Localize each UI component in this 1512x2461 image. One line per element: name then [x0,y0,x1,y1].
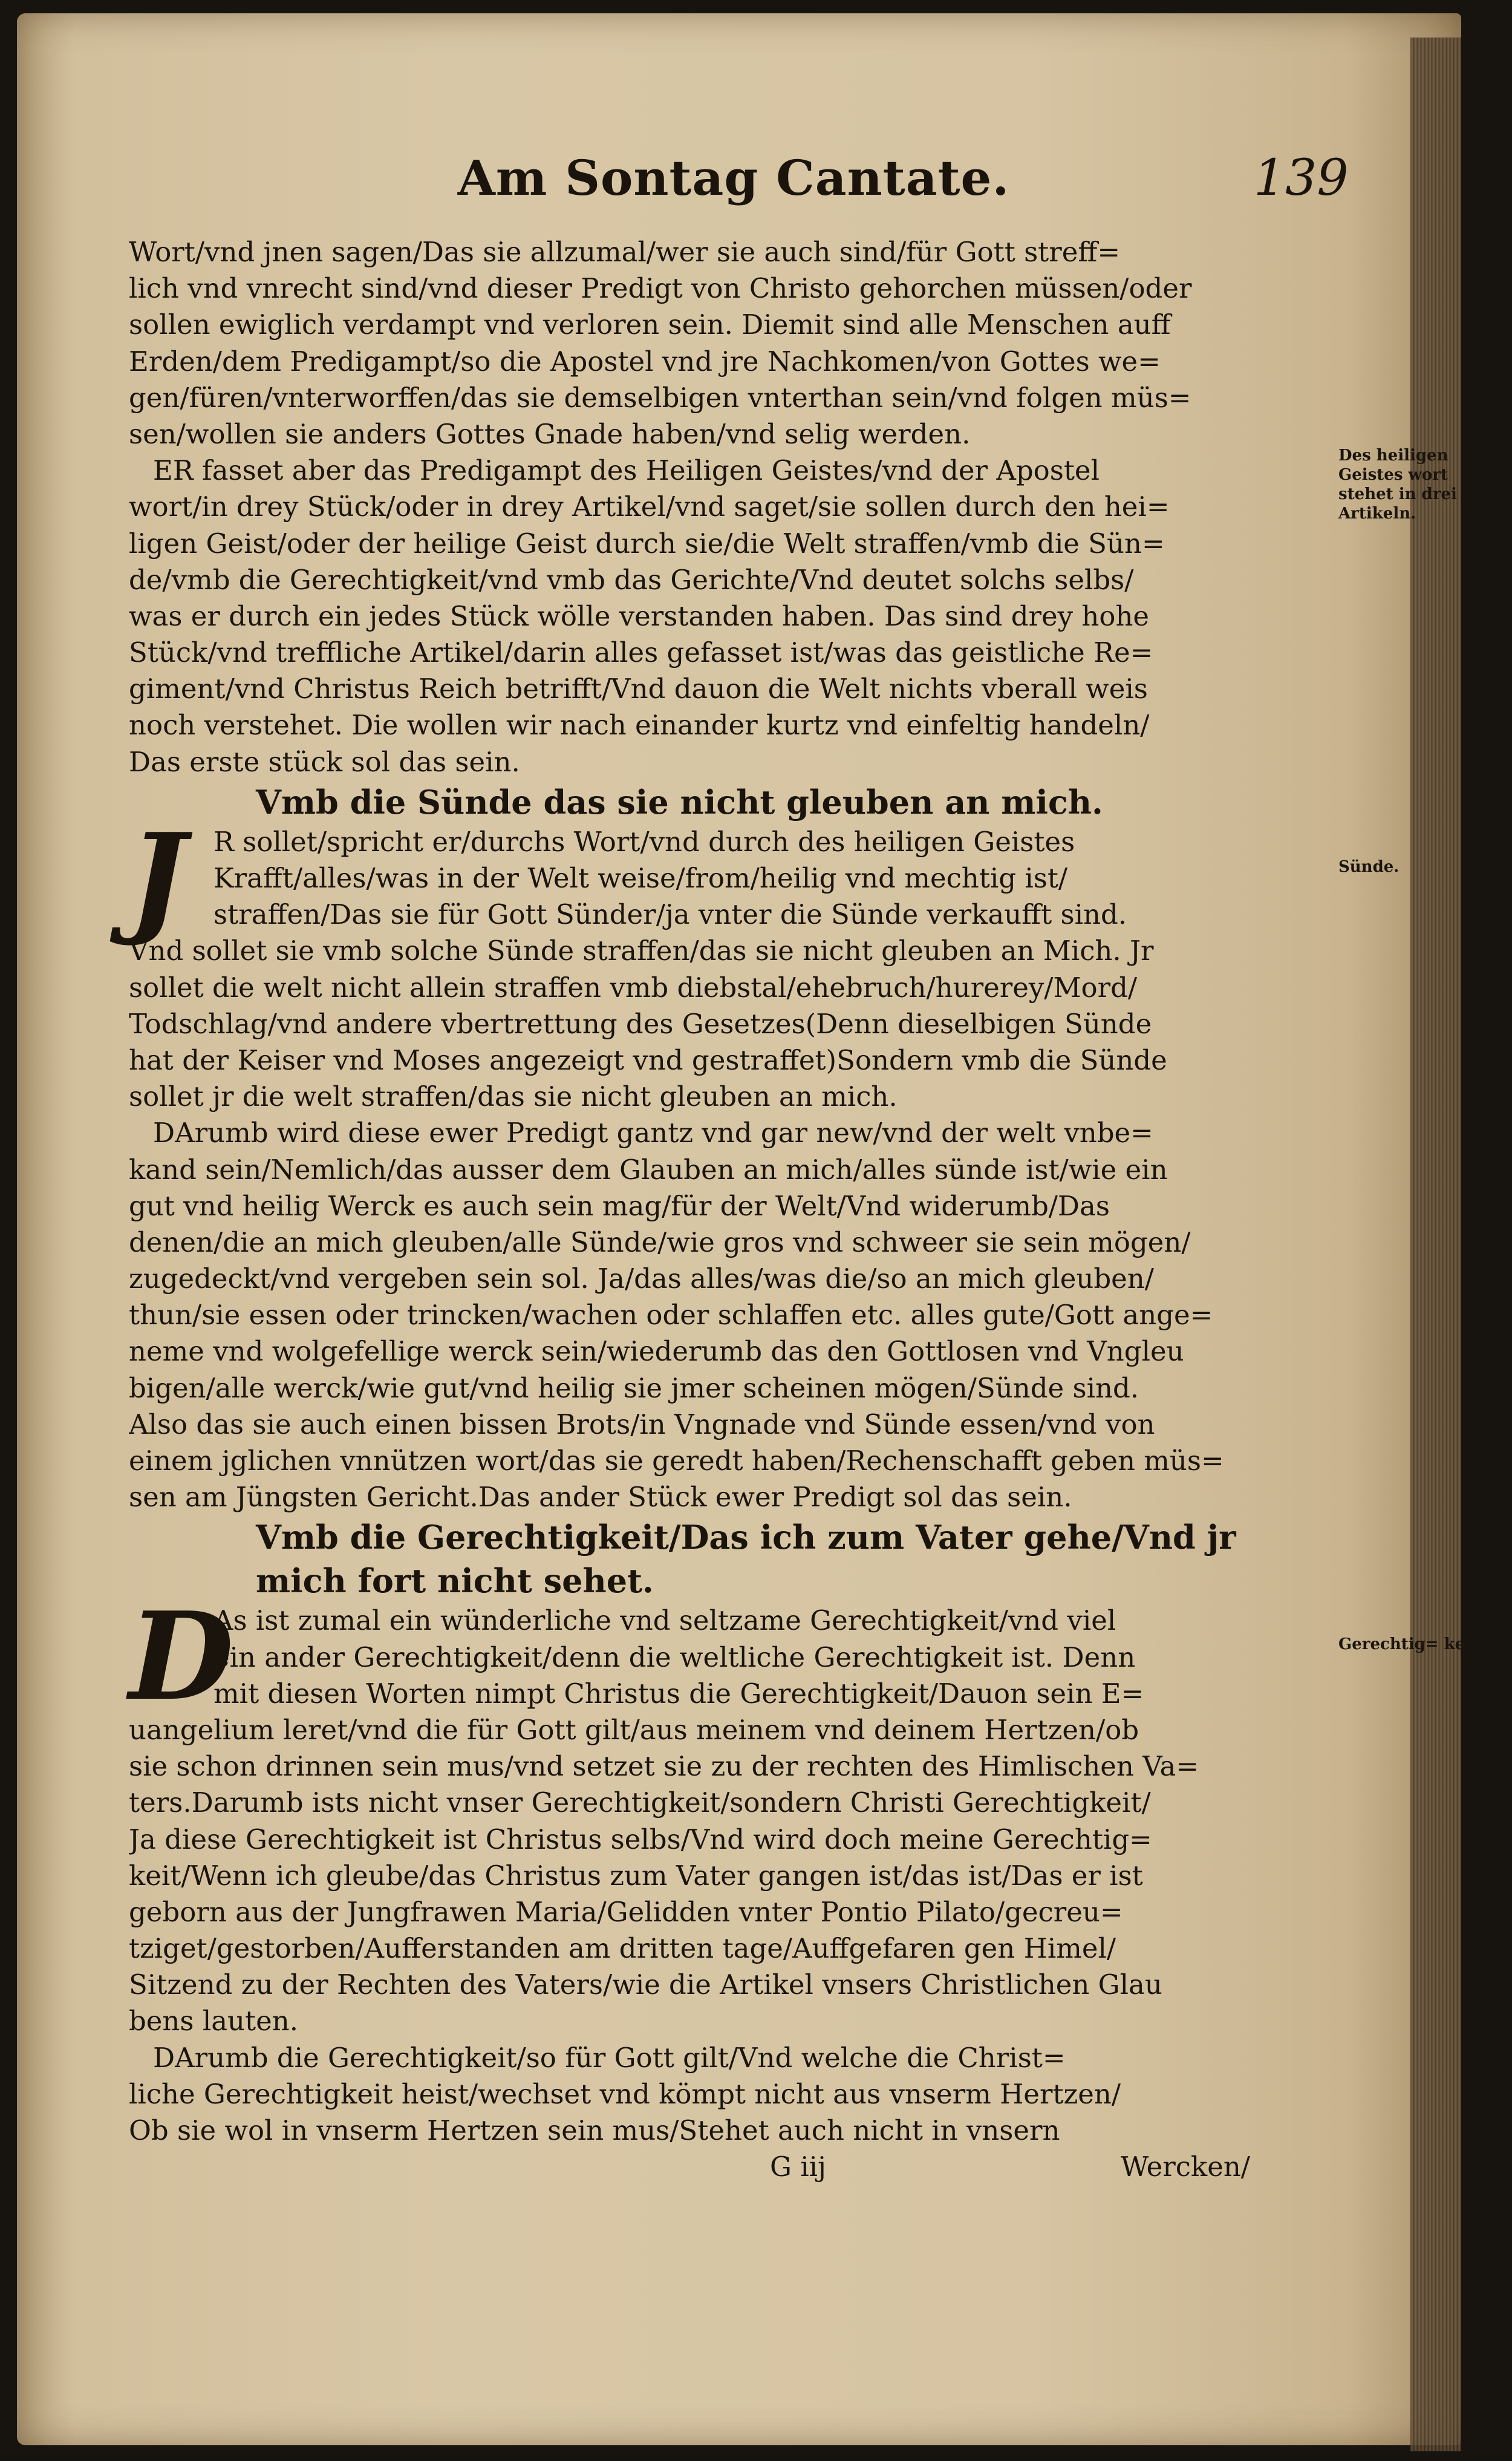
text-line: ER fasset aber das Predigampt des Heiligen Geistes/vnd der Apostel [153,454,1100,487]
drop-capital: J [129,806,186,949]
text-line: Sitzend zu der Rechten des Vaters/wie die Artikel vnsers Christlichen Glau [129,1969,1162,2001]
text-line: Stück/vnd treffliche Artikel/darin alles gefasset ist/was das geistliche Re= [129,636,1153,669]
paragraph-with-initial [129,806,1254,1516]
section-heading-cont: mich fort nicht sehet. [256,1561,654,1601]
text-line: ters.Darumb ists nicht vnser Gerechtigkeit/sondern Christi Gerechtigkeit/ [129,1786,1151,1819]
text-line: lich vnd vnrecht sind/vnd dieser Predigt von Christo gehorchen müssen/oder [129,272,1192,305]
text-line: giment/vnd Christus Reich betrifft/Vnd dauon die Welt nichts vberall weis [129,673,1148,705]
text-line: Also das sie auch einen bissen Brots/in Vngnade vnd Sünde essen/vnd von [129,1408,1155,1440]
text-line: Erden/dem Predigampt/so die Apostel vnd jre Nachkomen/von Gottes we= [129,345,1161,377]
text-line: gen/füren/vnterworffen/das sie demselbigen vnterthan sein/vnd folgen müs= [129,381,1191,414]
text-line: einem jglichen vnnützen wort/das sie geredt haben/Rechenschafft geben müs= [129,1445,1224,1477]
text-line: keit/Wenn ich gleube/das Christus zum Vater gangen ist/das ist/Das er ist [129,1859,1143,1892]
text-line: R sollet/spricht er/durchs Wort/vnd durch des heiligen Geistes [213,825,1075,858]
text-line: DArumb die Gerechtigkeit/so für Gott gilt/Vnd welche die Christ= [153,2041,1066,2074]
text-line: sollet jr die welt straffen/das sie nicht gleuben an mich. [129,1080,898,1113]
text-line: noch verstehet. Die wollen wir nach einander kurtz vnd einfeltig handeln/ [129,709,1150,742]
paragraph-with-initial [129,1586,1254,2149]
text-line: was er durch ein jedes Stück wölle verstanden haben. Das sind drey hohe [129,600,1150,632]
catchword: Wercken/ [1121,2151,1250,2183]
running-title: Am Sontag Cantate. [457,149,1010,206]
text-line: kand sein/Nemlich/das ausser dem Glauben an mich/alles sünde ist/wie ein [129,1153,1168,1186]
text-line: zugedeckt/vnd vergeben sein sol. Ja/das alles/was die/so an mich gleuben/ [129,1263,1154,1295]
text-line: Das erste stück sol das sein. [129,745,520,778]
text-line: neme vnd wolgefellige werck sein/wiederumb das den Gottlosen vnd Vngleu [129,1335,1184,1368]
text-line: bens lauten. [129,2005,299,2038]
text-line: straffen/Das sie für Gott Sünder/ja vnter die Sünde verkaufft sind. [213,898,1127,931]
page-edges [1410,38,1461,2451]
text-line: tziget/gestorben/Aufferstanden am dritten tage/Auffgefaren gen Himel/ [129,1932,1116,1965]
section-heading: Vmb die Sünde das sie nicht gleuben an mich. [256,782,1103,822]
text-line: gut vnd heilig Werck es auch sein mag/für der Welt/Vnd widerumb/Das [129,1189,1110,1222]
text-line: mit diesen Worten nimpt Christus die Gerechtigkeit/Dauon sein E= [213,1677,1144,1710]
text-line: sie schon drinnen sein mus/vnd setzet sie zu der rechten des Himlischen Va= [129,1750,1199,1783]
text-line: ein ander Gerechtigkeit/denn die weltliche Gerechtigkeit ist. Denn [213,1641,1136,1673]
margin-note: Des heiligen Geistes wort stehet in drei en Artikeln. [1338,446,1484,523]
text-line: Wort/vnd jnen sagen/Das sie allzumal/wer sie auch sind/für Gott streff= [129,236,1121,268]
section-heading: Vmb die Gerechtigkeit/Das ich zum Vater gehe/Vnd jr [256,1518,1236,1557]
folio-number: 139 [1254,149,1349,207]
text-line: ligen Geist/oder der heilige Geist durch sie/die Welt straffen/vmb die Sün= [129,527,1165,560]
signature-mark: G iij [770,2151,826,2183]
text-line: denen/die an mich gleuben/alle Sünde/wie gros vnd schweer sie sein mögen/ [129,1226,1191,1258]
text-line: Todschlag/vnd andere vbertrettung des Gesetzes(Denn dieselbigen Sünde [129,1007,1152,1040]
margin-note: Gerechtig= keit. [1338,1635,1484,1653]
text-line: Ja diese Gerechtigkeit ist Christus selbs/Vnd wird doch meine Gerechtig= [129,1823,1152,1855]
text-line: thun/sie essen oder trincken/wachen oder schlaffen etc. alles gute/Gott ange= [129,1299,1213,1332]
text-line: sen am Jüngsten Gericht.Das ander Stück ewer Predigt sol das sein. [129,1481,1072,1514]
text-line: sen/wollen sie anders Gottes Gnade haben/vnd selig werden. [129,417,971,450]
margin-note: Sünde. [1338,858,1400,876]
text-line: wort/in drey Stück/oder in drey Artikel/vnd saget/sie sollen durch den hei= [129,491,1170,523]
text-line: sollet die welt nicht allein straffen vmb diebstal/ehebruch/hurerey/Mord/ [129,971,1138,1004]
text-line: geborn aus der Jungfrawen Maria/Gelidden vnter Pontio Pilato/gecreu= [129,1895,1123,1928]
text-line: sollen ewiglich verdampt vnd verloren sein. Diemit sind alle Menschen auff [129,309,1171,341]
text-line: liche Gerechtigkeit heist/wechset vnd kömpt nicht aus vnserm Hertzen/ [129,2077,1121,2110]
text-line: bigen/alle werck/wie gut/vnd heilig sie jmer scheinen mögen/Sünde sind. [129,1371,1139,1404]
running-header [117,143,1357,216]
drop-capital: D [129,1586,234,1728]
text-line: Vnd sollet sie vmb solche Sünde straffen/das sie nicht gleuben an Mich. Jr [129,935,1154,967]
text-line: uangelium leret/vnd die für Gott gilt/aus meinem vnd deinem Hertzen/ob [129,1713,1139,1746]
paper-page [17,13,1484,2445]
text-line: de/vmb die Gerechtigkeit/vnd vmb das Gerichte/Vnd deutet solchs selbs/ [129,563,1134,596]
text-line: DArumb wird diese ewer Predigt gantz vnd gar new/vnd der welt vnbe= [153,1117,1153,1149]
text-line: hat der Keiser vnd Moses angezeigt vnd gestraffet)Sondern vmb die Sünde [129,1044,1167,1076]
main-text [129,234,1254,2185]
signature-line [129,2149,1254,2185]
text-line: Ob sie wol in vnserm Hertzen sein mus/Stehet auch nicht in vnsern [129,2114,1060,2146]
text-line: Krafft/alles/was in der Welt weise/from/heilig vnd mechtig ist/ [213,862,1068,894]
text-line: As ist zumal ein wünderliche vnd seltzame Gerechtigkeit/vnd viel [213,1604,1116,1637]
